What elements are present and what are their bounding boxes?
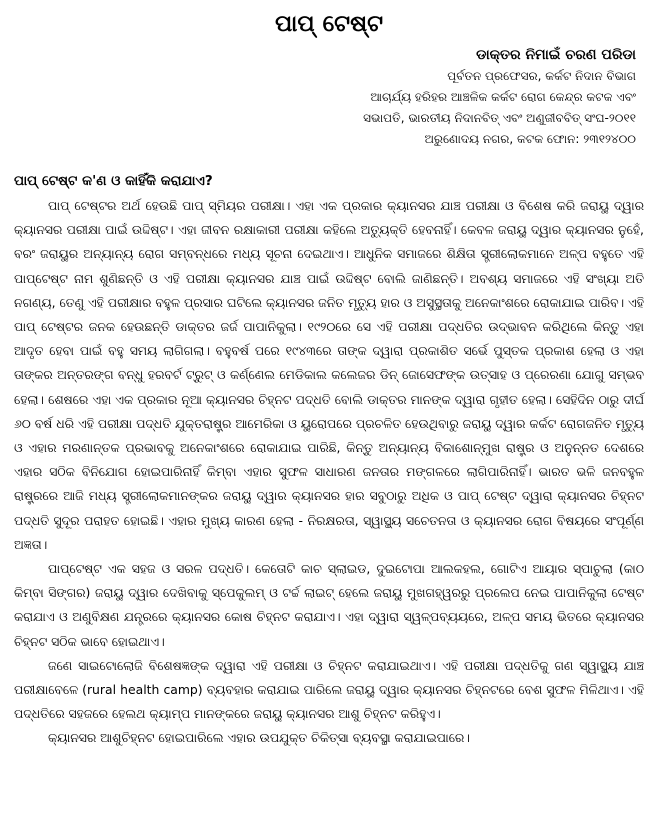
body-paragraph: କ୍ୟାନସର ଆଶୁଚିହ୍ନଟ ହୋଇପାରିଲେ ଏହାର ଉପଯୁକ୍ତ ଚିକିତ୍ସା ବ୍ୟବସ୍ଥା କରାଯାଇପାରେ। [48,730,470,746]
affiliation-line: ଆଚାର୍ଯ୍ୟ ହରିହର ଆଞ୍ଚଳିକ କର୍କଟ ରୋଗ କେନ୍ଦ୍ର କଟକ ଏବଂ [370,90,636,104]
body-paragraph: ଜଣେ ସାଇଟୋଲୋଜି ବିଶେଷଜ୍ଞଙ୍କ ଦ୍ୱାରା ଏହି ପରୀକ୍ଷା ଓ ଚିହ୍ନଟ କରାଯାଇଥାଏ। ଏହି ପରୀକ୍ଷା ପଦ୍ଧତିକୁ ଗଣ ସ୍ୱାସ୍ଥ୍ୟ ଯାଞ୍ଚ ପରୀକ୍ଷାବେଳେ (rural health camp) ବ୍ୟବହାର କରାଯାଇ ପାରିଲେ ଜରାୟୁ ଦ୍ୱାର କ୍ୟାନସର ଚିହ୍ନଟରେ ବେଶ ସୁଫଳ ମିଳିଥାଏ। ଏହି ପଦ୍ଧତିରେ ସହଜରେ ହେଲଥ କ୍ୟାମ୍ପ ମାନଙ୍କରେ ଜରାୟୁ କ୍ୟାନସର ଆଶୁ ଚିହ୍ନଟ କରିହୁଏ। [14,657,644,722]
author-affiliation [14,66,644,150]
affiliation-line: ପୂର୍ବତନ ପ୍ରଫେସର, କର୍କଟ ନିଦାନ ବିଭାଗ [447,69,636,83]
affiliation-line: ଅରୁଣୋଦୟ ନଗର, କଟକ ଫୋନ: ୨୩୧୨୪୦୦ [424,132,636,146]
body-paragraph: ପାପ୍‌ଟେଷ୍ଟ ଏକ ସହଜ ଓ ସରଳ ପଦ୍ଧତି। କେତୋଟି କାଚ ସ୍ଲାଇଡ, ଦୁଇଟୋପା ଆଲକହଲ, ଗୋଟିଏ ଆୟାର ସ୍ପାଚୁଲା (କାଠ କିମ୍ବା ସିଙ୍ଗର) ଜରାୟୁ ଦ୍ୱାର ଦେଖିବାକୁ ସ୍ପେକୁଲମ୍ ଓ ଟର୍ଚ୍ଚ ଲାଇଟ୍ ହେଲେ ଜରାୟୁ ମୁଖଗହ୍ୱରରୁ ପ୍ରଲେପ ନେଇ ପାପାନିକୁଲା ଟେଷ୍ଟ କରାଯାଏ ଓ ଅଣୁବିକ୍ଷଣ ଯନ୍ତ୍ରରେ କ୍ୟାନସର କୋଷ ଚିହ୍ନଟ କରାଯାଏ। ଏହା ଦ୍ୱାରା ସ୍ୱଳ୍ପବ୍ୟୟରେ, ଅଳ୍ପ ସମୟ ଭିତରେ କ୍ୟାନସର ଚିହ୍ନଟ ସଠିକ ଭାବେ ହୋଇଥାଏ। [14,561,644,649]
article-title: ପାପ୍ ଟେଷ୍ଟ [274,11,384,37]
body-paragraph: ପାପ୍ ଟେଷ୍ଟର ଅର୍ଥ ହେଉଛି ପାପ୍ ସ୍ମିୟର ପରୀକ୍ଷା। ଏହା ଏକ ପ୍ରକାର କ୍ୟାନସର ଯାଞ୍ଚ ପରୀକ୍ଷା ଓ ବିଶେଷ କରି ଜରାୟୁ ଦ୍ୱାର କ୍ୟାନସର ପରୀକ୍ଷା ପାଇଁ ଉଦ୍ଦିଷ୍ଟ। ଏହା ଜୀବନ ରକ୍ଷାକାରୀ ପରୀକ୍ଷା କହିଲେ ଅତ୍ୟୁକ୍ତି ହେବନାହିଁ। କେବଳ ଜରାୟୁ ଦ୍ୱାର କ୍ୟାନସର ନୁହେଁ, ବରଂ ଜରାୟୁର ଅନ୍ୟାନ୍ୟ ରୋଗ ସମ୍ବନ୍ଧରେ ମଧ୍ୟ ସୂଚନା ଦେଇଥାଏ। ଆଧୁନିକ ସମାଜରେ ଶିକ୍ଷିତା ସ୍ତ୍ରୀଲୋକମାନେ ଅଳ୍ପ ବହୁତେ ଏହି ପାପ୍‌ଟେଷ୍ଟ ନାମ ଶୁଣିଛନ୍ତି ଓ ଏହି ପରୀକ୍ଷା କ୍ୟାନସର ଯାଞ୍ଚ ପାଇଁ ଉଦ୍ଦିଷ୍ଟ ବୋଲି ଜାଣିଛନ୍ତି। ଅବଶ୍ୟ ସମାଜରେ ଏହି ସଂଖ୍ୟା ଅତି ନଗଣ୍ୟ, ତେଣୁ ଏହି ପରୀକ୍ଷାର ବହୁଳ ପ୍ରସାର ଘଟିଲେ କ୍ୟାନସର ଜନିତ ମୃତ୍ୟୁ ହାର ଓ ଅସୁସ୍ଥତାକୁ ଅନେକାଂଶରେ ରୋକାଯାଇ ପାରିବ। ଏହି ପାପ୍ ଟେଷ୍ଟର ଜନକ ହେଉଛନ୍ତି ଡାକ୍ତର ଜର୍ଜ ପାପାନିକୁଲା। ୧୯୨୦ରେ ସେ ଏହି ପରୀକ୍ଷା ପଦ୍ଧତିର ଉଦ୍ଭାବନ କରିଥିଲେ କିନ୍ତୁ ଏହା ଆଦୃତ ହେବା ପାଇଁ ବହୁ ସମୟ ଲାଗିଗଲା। ବହୁବର୍ଷ ପରେ ୧୯୪୩ରେ ତାଙ୍କ ଦ୍ୱାରା ପ୍ରକାଶିତ ସର୍ଭେ ପୁସ୍ତକ ପ୍ରକାଶ ହେଲା ଓ ଏହା ତାଙ୍କର ଅନ୍ତରଙ୍ଗ ବନ୍ଧୁ ହରବର୍ଟ ଟ୍ରୁଟ୍ ଓ କର୍ଣ୍ଣେଲ ମେଡିକାଲ କଲେଜର ଡିନ୍ ଜୋସେଫଙ୍କ ଉତ୍ସାହ ଓ ପ୍ରେରଣା ଯୋଗୁ ସମ୍ଭବ ହେଲା। ଶେଷରେ ଏହା ଏକ ପ୍ରକାର ନୂଆ କ୍ୟାନସର ଚିହ୍ନଟ ପଦ୍ଧତି ବୋଲି ଡାକ୍ତର ମାନଙ୍କ ଦ୍ୱାରା ଗୃହୀତ ହେଲା। ସେହିଦିନ ଠାରୁ ଦୀର୍ଘ ୬୦ ବର୍ଷ ଧରି ଏହି ପରୀକ୍ଷା ପଦ୍ଧତି ଯୁକ୍ତରାଷ୍ଟ୍ର ଆମେରିକା ଓ ୟୁରୋପରେ ପ୍ରଚଳିତ ହେଉଥିବାରୁ ଜରାୟୁ ଦ୍ୱାର କର୍କଟ ରୋଗଜନିତ ମୃତ୍ୟୁ ଓ ଏହାର ମରଣାନ୍ତକ ପ୍ରଭାବକୁ ଅନେକାଂଶରେ ରୋକାଯାଇ ପାରିଛି, କିନ୍ତୁ ଅନ୍ୟାନ୍ୟ ବିକାଶୋନ୍ମୁଖ ରାଷ୍ଟ୍ର ଓ ଅନୁନ୍ନତ ଦେଶରେ ଏହାର ସଠିକ ବିନିଯୋଗ ହୋଇପାରିନାହିଁ କିମ୍ବା ଏହାର ସୁଫଳ ସାଧାରଣ ଜନତାର ମଙ୍ଗଳରେ ଲାଗିପାରିନାହିଁ। ଭାରତ ଭଳି ଜନବହୁଳ ରାଷ୍ଟ୍ରରେ ଆଜି ମଧ୍ୟ ସ୍ତ୍ରୀଲୋକମାନଙ୍କର ଜରାୟୁ ଦ୍ୱାର କ୍ୟାନସର ହାର ସବୁଠାରୁ ଅଧିକ ଓ ପାପ୍ ଟେଷ୍ଟ ଦ୍ୱାରା କ୍ୟାନସର ଚିହ୍ନଟ ପଦ୍ଧତି ସୁଦୂର ପରାହତ ହୋଇଛି। ଏହାର ମୁଖ୍ୟ କାରଣ ହେଲା - ନିରକ୍ଷରତା, ସ୍ୱାସ୍ଥ୍ୟ ସଚେତନତା ଓ କ୍ୟାନସର ରୋଗ ବିଷୟରେ ସଂପୂର୍ଣ୍ଣ ଅଜ୍ଞତା। [14,198,644,552]
article-body [14,194,644,751]
affiliation-line: ସଭାପତି, ଭାରତୀୟ ନିଦାନବିତ୍ ଏବଂ ଅଣୁଜୀବବିତ୍ ସଂଘ-୨୦୧୧ [363,111,636,125]
section-heading: ପାପ୍ ଟେଷ୍ଟ କ'ଣ ଓ କାହିଁକି କରାଯାଏ? [14,173,213,189]
author-name: ଡାକ୍ତର ନିମାଇଁ ଚରଣ ପରିଡା [476,47,636,63]
